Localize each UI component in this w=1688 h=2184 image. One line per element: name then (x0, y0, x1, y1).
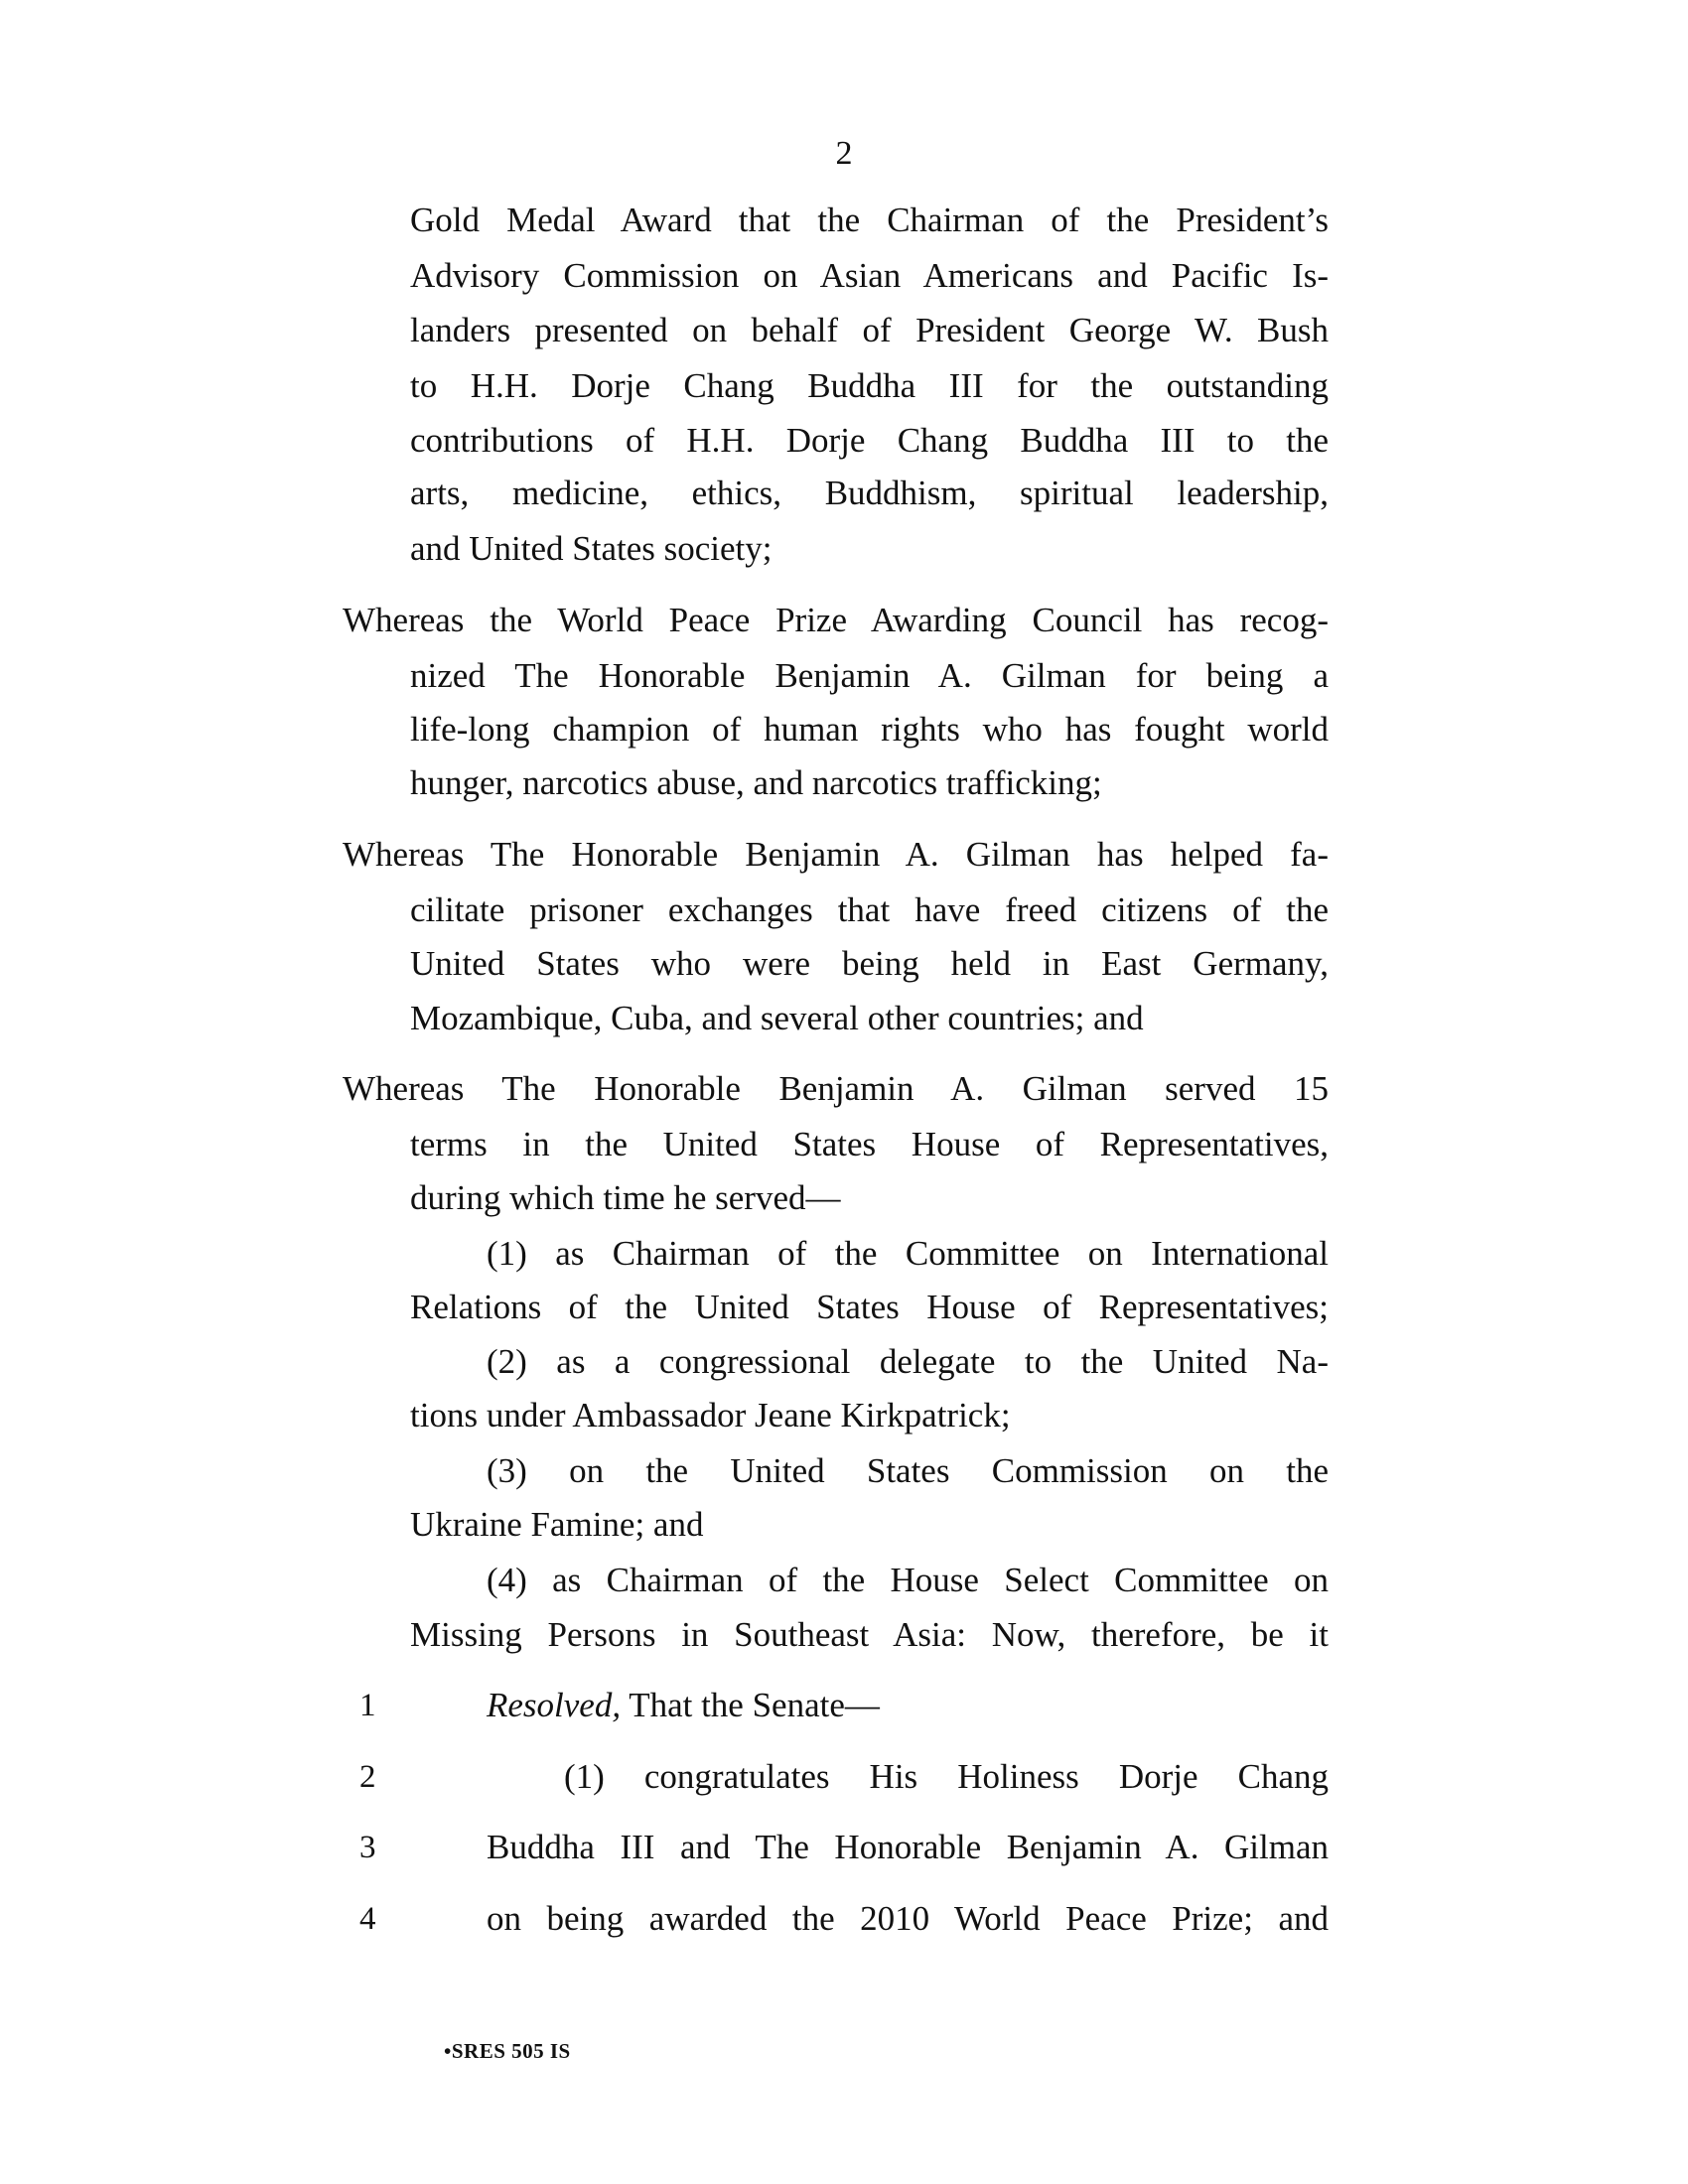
text-line: United States who were being held in East Germany, (410, 944, 1329, 983)
page-number: 2 (835, 135, 853, 172)
resolution-text-line: Buddha III and The Honorable Benjamin A. Gilman (487, 1828, 1329, 1866)
line-number: 3 (359, 1830, 376, 1865)
line-number: 1 (359, 1688, 376, 1723)
text-line: nized The Honorable Benjamin A. Gilman for being a (410, 656, 1329, 695)
text-line: Mozambique, Cuba, and several other countries; and (410, 999, 1144, 1037)
text-line: Gold Medal Award that the Chairman of the President’s (410, 201, 1329, 239)
list-item-line: (1) as Chairman of the Committee on International (487, 1234, 1329, 1273)
text-line: tions under Ambassador Jeane Kirkpatrick; (410, 1396, 1011, 1434)
text-line: landers presented on behalf of President George W. Bush (410, 311, 1329, 349)
text-line: Relations of the United States House of Representatives; (410, 1288, 1329, 1326)
list-item-line: (4) as Chairman of the House Select Committee on (487, 1561, 1329, 1599)
list-item-line: (3) on the United States Commission on the (487, 1451, 1329, 1490)
line-number: 2 (359, 1759, 376, 1795)
text-line: Ukraine Famine; and (410, 1505, 704, 1544)
text-line: Missing Persons in Southeast Asia: Now, therefore, be it (410, 1615, 1329, 1654)
whereas-clause-line: Whereas The Honorable Benjamin A. Gilman has helped fa- (343, 835, 1329, 874)
text-line: life-long champion of human rights who has fought world (410, 710, 1329, 749)
line-number: 4 (359, 1901, 376, 1937)
whereas-clause-line: Whereas The Honorable Benjamin A. Gilman served 15 (343, 1069, 1329, 1108)
text-line: arts, medicine, ethics, Buddhism, spiritual leadership, (410, 474, 1329, 512)
whereas-clause-line: Whereas the World Peace Prize Awarding Council has recog- (343, 601, 1329, 639)
list-item-line: (2) as a congressional delegate to the United Na- (487, 1342, 1329, 1381)
text-line: to H.H. Dorje Chang Buddha III for the outstanding (410, 366, 1329, 405)
resolution-text-line: on being awarded the 2010 World Peace Prize; and (487, 1899, 1329, 1938)
text-line: contributions of H.H. Dorje Chang Buddha III to the (410, 421, 1329, 460)
text-line: Advisory Commission on Asian Americans and Pacific Is- (410, 256, 1329, 295)
resolved-line (487, 1686, 1329, 1725)
text-line: and United States society; (410, 529, 773, 568)
text-line: cilitate prisoner exchanges that have freed citizens of the (410, 890, 1329, 929)
text-line: terms in the United States House of Representatives, (410, 1125, 1329, 1163)
document-footer-id: •SRES 505 IS (444, 2039, 571, 2063)
resolved-keyword: Resolved, (487, 1686, 622, 1724)
text-line: during which time he served— (410, 1178, 841, 1217)
resolution-item-line: (1) congratulates His Holiness Dorje Chang (564, 1757, 1329, 1796)
resolved-text: That the Senate— (621, 1686, 880, 1724)
text-line: hunger, narcotics abuse, and narcotics trafficking; (410, 763, 1102, 802)
